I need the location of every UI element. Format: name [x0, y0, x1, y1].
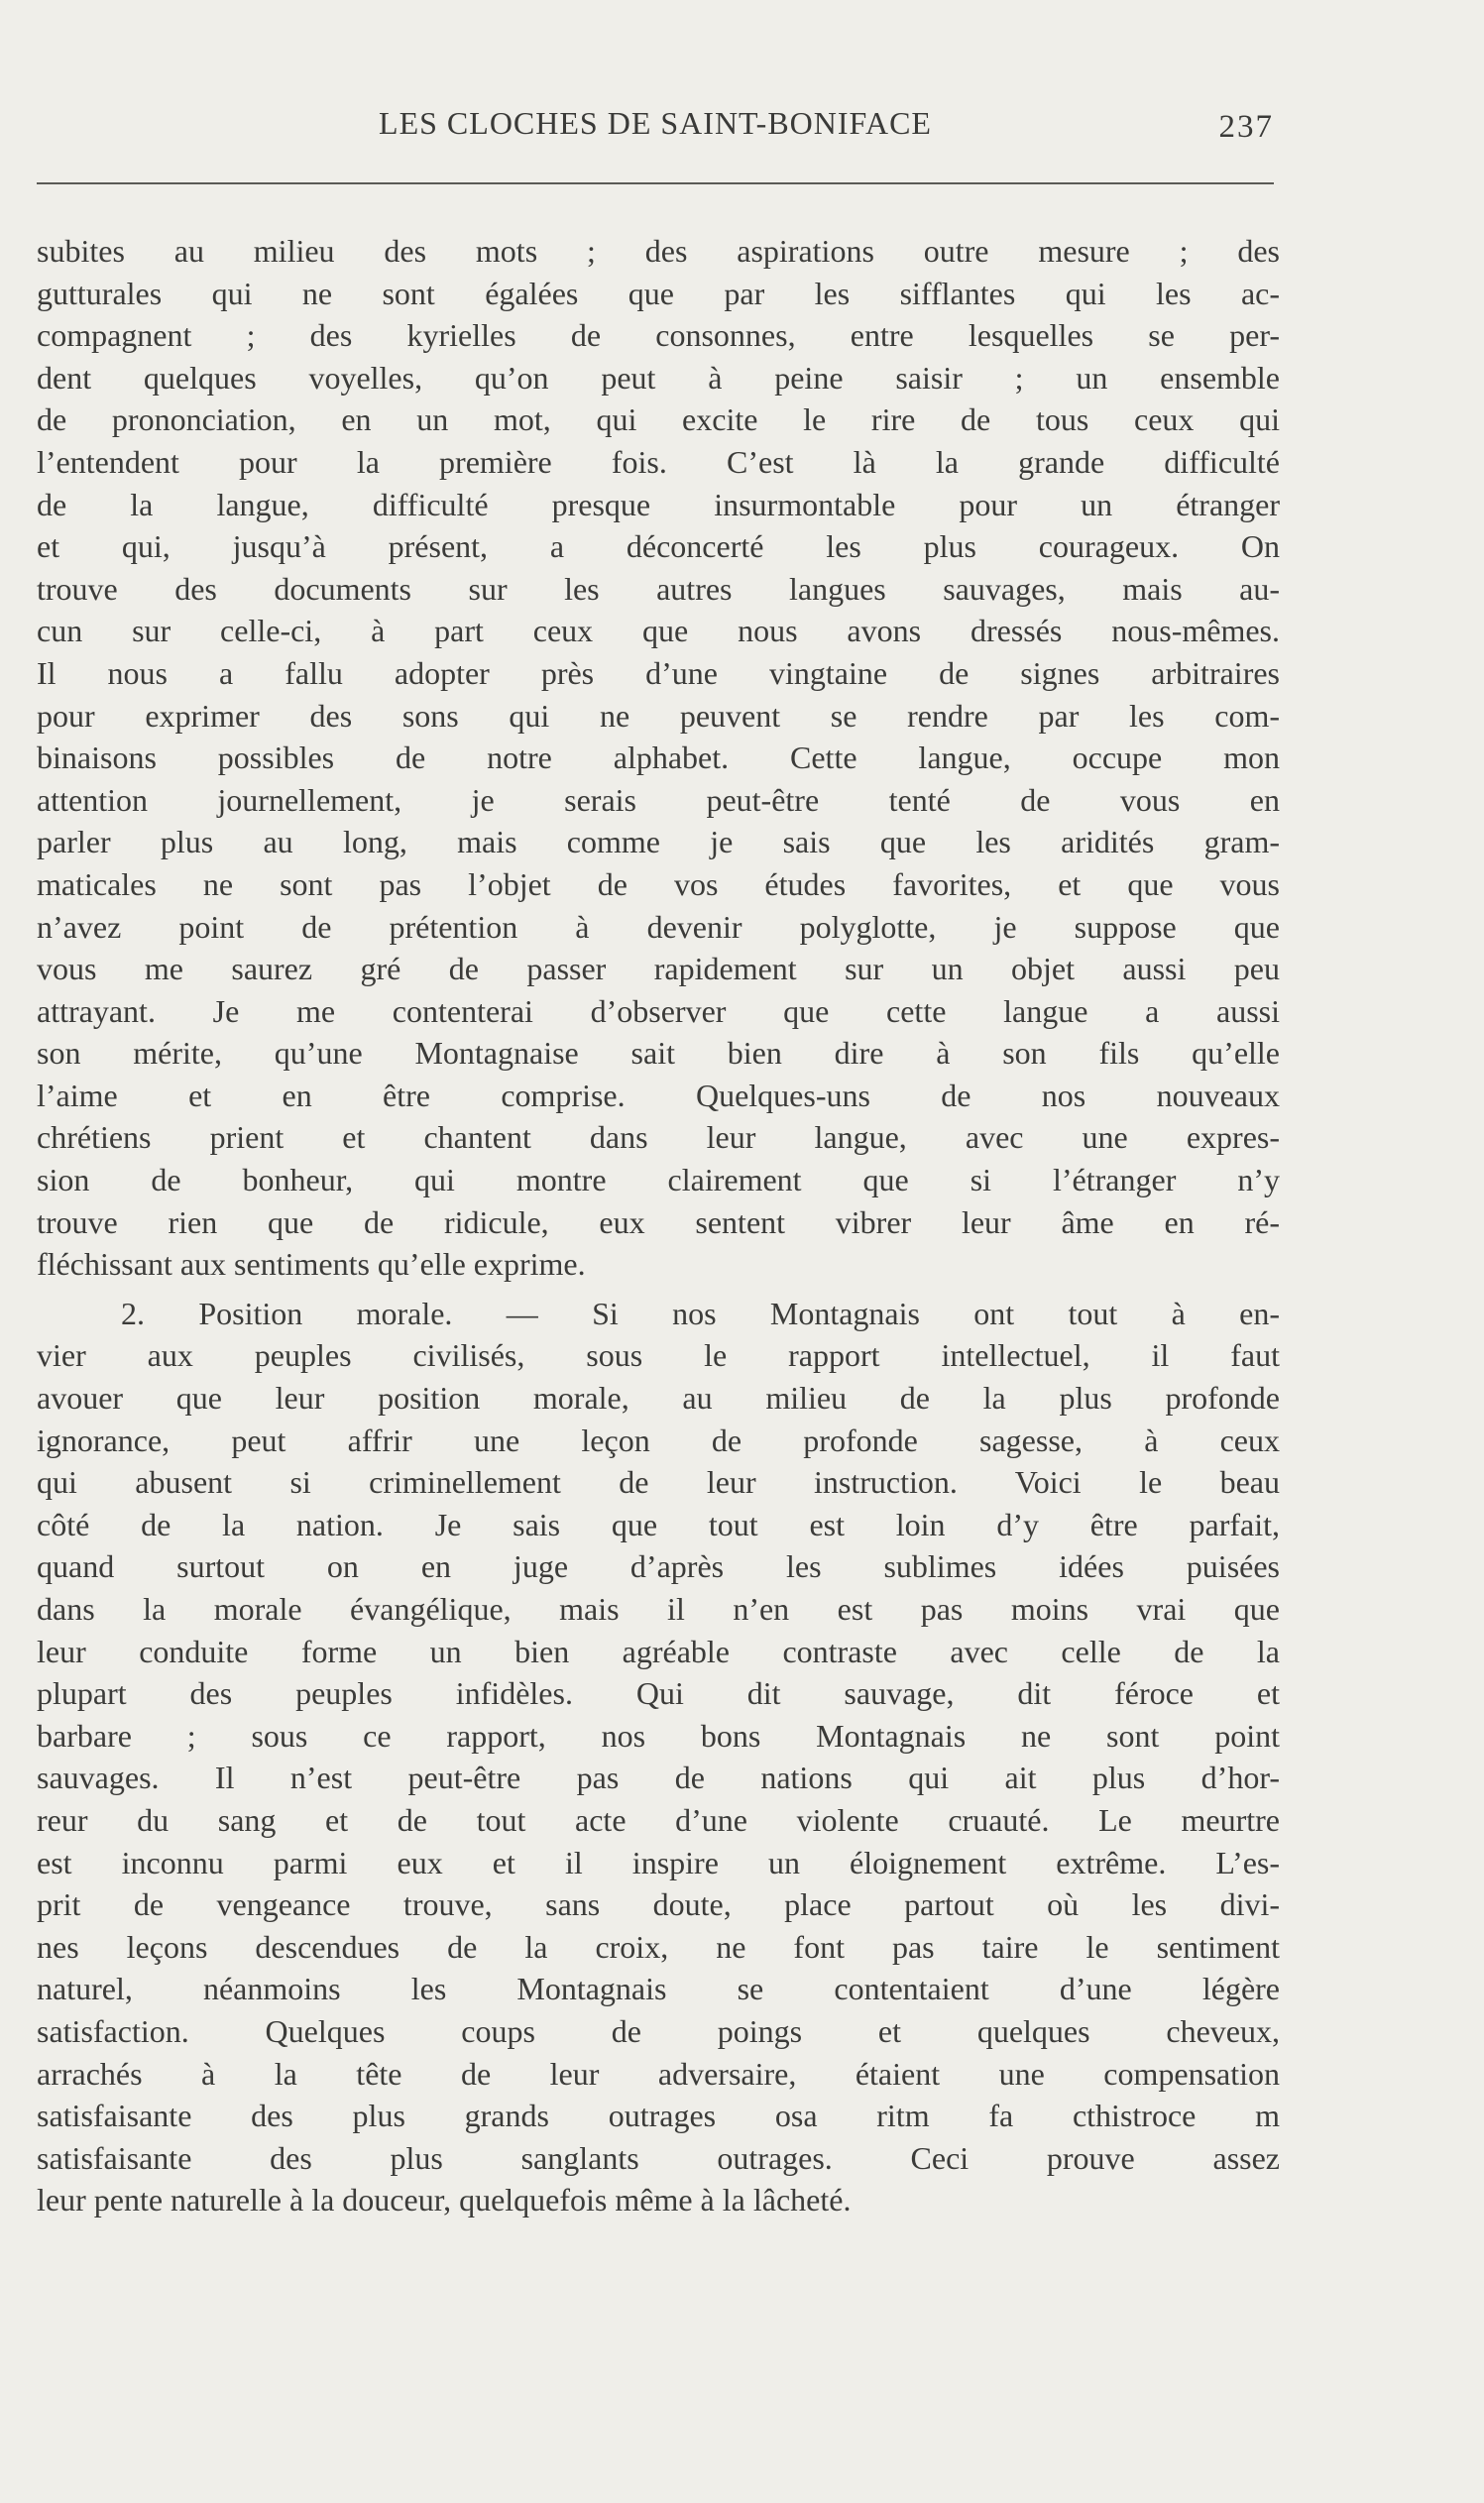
text-line: attrayant. Je me contenterai d’observer que cette langue a aussi — [37, 992, 1280, 1029]
text-line: satisfaction. Quelques coups de poings et quelques cheveux, — [37, 2012, 1280, 2049]
text-line: gutturales qui ne sont égalées que par les sifflantes qui les ac- — [37, 275, 1280, 311]
text-line: trouve rien que de ridicule, eux sentent vibrer leur âme en ré- — [37, 1203, 1280, 1240]
page-number: 237 — [1218, 109, 1274, 145]
text-line: plupart des peuples infidèles. Qui dit sauvage, dit féroce et — [37, 1675, 1280, 1712]
text-line: sauvages. Il n’est peut-être pas de nations qui ait plus d’hor- — [37, 1760, 1280, 1796]
text-line: de la langue, difficulté presque insurmontable pour un étranger — [37, 486, 1280, 522]
text-line: dent quelques voyelles, qu’on peut à peine saisir ; un ensemble — [37, 359, 1280, 396]
paragraph-2 — [37, 1293, 1280, 2221]
text-line: leur conduite forme un bien agréable contraste avec celle de la — [37, 1633, 1280, 1669]
text-line: et qui, jusqu’à présent, a déconcerté les plus courageux. On — [37, 528, 1280, 565]
running-head — [37, 99, 1274, 149]
text-line: avouer que leur position morale, au milieu de la plus profonde — [37, 1380, 1280, 1417]
text-line: leur pente naturelle à la douceur, quelquefois même à la lâcheté. — [37, 2182, 852, 2219]
text-line: qui abusent si criminellement de leur instruction. Voici le beau — [37, 1464, 1280, 1501]
text-line: barbare ; sous ce rapport, nos bons Montagnais ne sont point — [37, 1717, 1280, 1754]
text-line: naturel, néanmoins les Montagnais se contentaient d’une légère — [37, 1971, 1280, 2007]
text-line: l’aime et en être comprise. Quelques-uns de nos nouveaux — [37, 1077, 1280, 1113]
text-line: son mérite, qu’une Montagnaise sait bien dire à son fils qu’elle — [37, 1035, 1280, 1072]
text-line: maticales ne sont pas l’objet de vos études favorites, et que vous — [37, 865, 1280, 902]
text-line: compagnent ; des kyrielles de consonnes, entre lesquelles se per- — [37, 317, 1280, 354]
text-line: sion de bonheur, qui montre clairement que si l’étranger n’y — [37, 1162, 1280, 1198]
text-line: Il nous a fallu adopter près d’une vingtaine de signes arbitraires — [37, 654, 1280, 691]
text-line: satisfaisante des plus sanglants outrages. Ceci prouve assez — [37, 2139, 1280, 2176]
text-line: prit de vengeance trouve, sans doute, place partout où les divi- — [37, 1886, 1280, 1923]
text-line: est inconnu parmi eux et il inspire un éloignement extrême. L’es- — [37, 1844, 1280, 1880]
text-line: trouve des documents sur les autres langues sauvages, mais au- — [37, 570, 1280, 607]
text-line: cun sur celle-ci, à part ceux que nous avons dressés nous-mêmes. — [37, 613, 1280, 649]
text-line: ignorance, peut affrir une leçon de profonde sagesse, à ceux — [37, 1422, 1280, 1458]
text-line: dans la morale évangélique, mais il n’en est pas moins vrai que — [37, 1591, 1280, 1627]
header-rule — [37, 182, 1274, 184]
text-line: arrachés à la tête de leur adversaire, étaient une compensation — [37, 2055, 1280, 2092]
paragraph-1 — [37, 230, 1280, 1286]
text-line: satisfaisante des plus grands outrages osa ritm fa cthistroce m — [37, 2098, 1280, 2134]
text-line: subites au milieu des mots ; des aspirations outre mesure ; des — [37, 233, 1280, 269]
text-line: côté de la nation. Je sais que tout est loin d’y être parfait, — [37, 1506, 1280, 1542]
text-line: nes leçons descendues de la croix, ne font pas taire le sentiment — [37, 1928, 1280, 1965]
text-line: de prononciation, en un mot, qui excite le rire de tous ceux qui — [37, 401, 1280, 438]
text-line: pour exprimer des sons qui ne peuvent se rendre par les com- — [37, 697, 1280, 734]
text-line: reur du sang et de tout acte d’une violente cruauté. Le meurtre — [37, 1801, 1280, 1838]
text-line: binaisons possibles de notre alphabet. Cette langue, occupe mon — [37, 740, 1280, 776]
text-line: attention journellement, je serais peut-être tenté de vous en — [37, 781, 1280, 818]
running-title: LES CLOCHES DE SAINT-BONIFACE — [379, 105, 932, 141]
text-line: chrétiens prient et chantent dans leur langue, avec une expres- — [37, 1119, 1280, 1156]
text-line: fléchissant aux sentiments qu’elle exprime. — [37, 1246, 586, 1283]
body-text — [37, 230, 1280, 2221]
text-line: 2. Position morale. — Si nos Montagnais ont tout à en- — [121, 1295, 1280, 1331]
text-line: parler plus au long, mais comme je sais que les aridités gram- — [37, 824, 1280, 860]
text-line: l’entendent pour la première fois. C’est là la grande difficulté — [37, 443, 1280, 480]
paragraph-gap — [37, 1286, 1280, 1293]
text-line: quand surtout on en juge d’après les sublimes idées puisées — [37, 1548, 1280, 1585]
text-line: vier aux peuples civilisés, sous le rapport intellectuel, il faut — [37, 1337, 1280, 1374]
text-line: vous me saurez gré de passer rapidement sur un objet aussi peu — [37, 951, 1280, 987]
text-line: n’avez point de prétention à devenir polyglotte, je suppose que — [37, 908, 1280, 945]
